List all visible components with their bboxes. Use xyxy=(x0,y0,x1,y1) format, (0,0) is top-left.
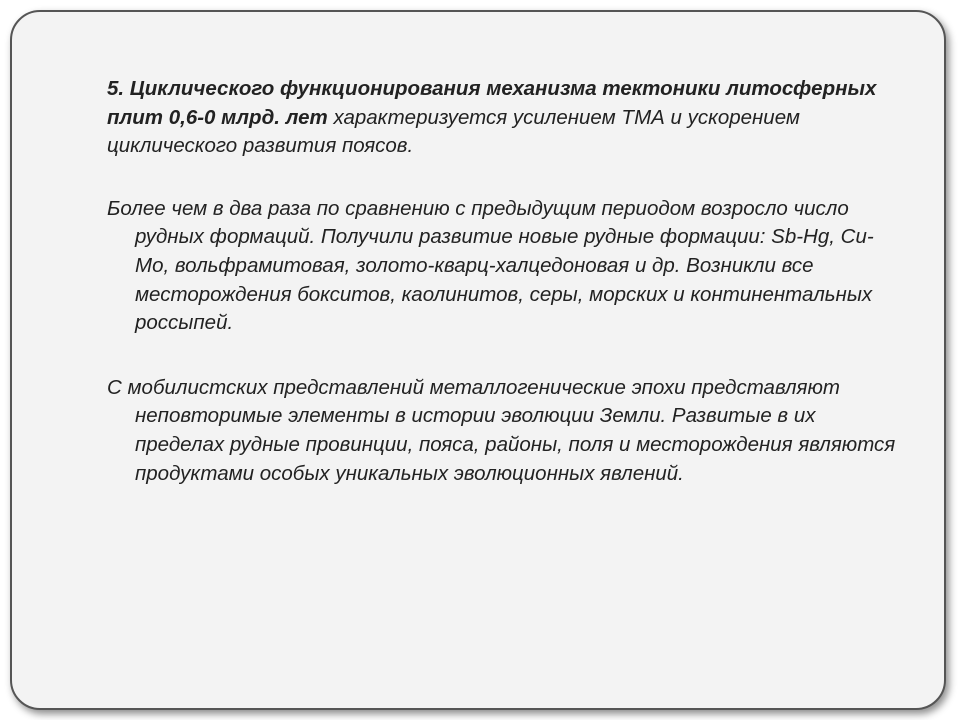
paragraph-1-bold-lead: 5. Циклического функционирования механизма тектоники литосферных плит 0,6-0 млрд. лет xyxy=(107,77,877,129)
paragraph-ore-formations: Более чем в два раза по сравнению с предыдущим периодом возросло число рудных формаций. Получили развитие новые рудные формации: Sb-Hg, Cu-Mo, вольфрамитовая, золото-кварц-халцедоновая и др. Возникли все месторождения бокситов, каолинитов, серы, морских и континентальных россыпей. xyxy=(107,196,874,335)
paragraph-metallogenic-epochs: С мобилистских представлений металлогенические эпохи представляют неповторимые элементы в истории эволюции Земли. Развитые в их пределах рудные провинции, пояса, районы, поля и месторождения являются продуктами особых уникальных эволюционных явлений. xyxy=(107,375,896,485)
paragraph-tectonics-cycle xyxy=(107,75,907,161)
slide-body xyxy=(107,75,907,488)
paragraph-1-rest: характеризуется усилением ТМА и ускорением циклического развития поясов. xyxy=(107,105,800,158)
